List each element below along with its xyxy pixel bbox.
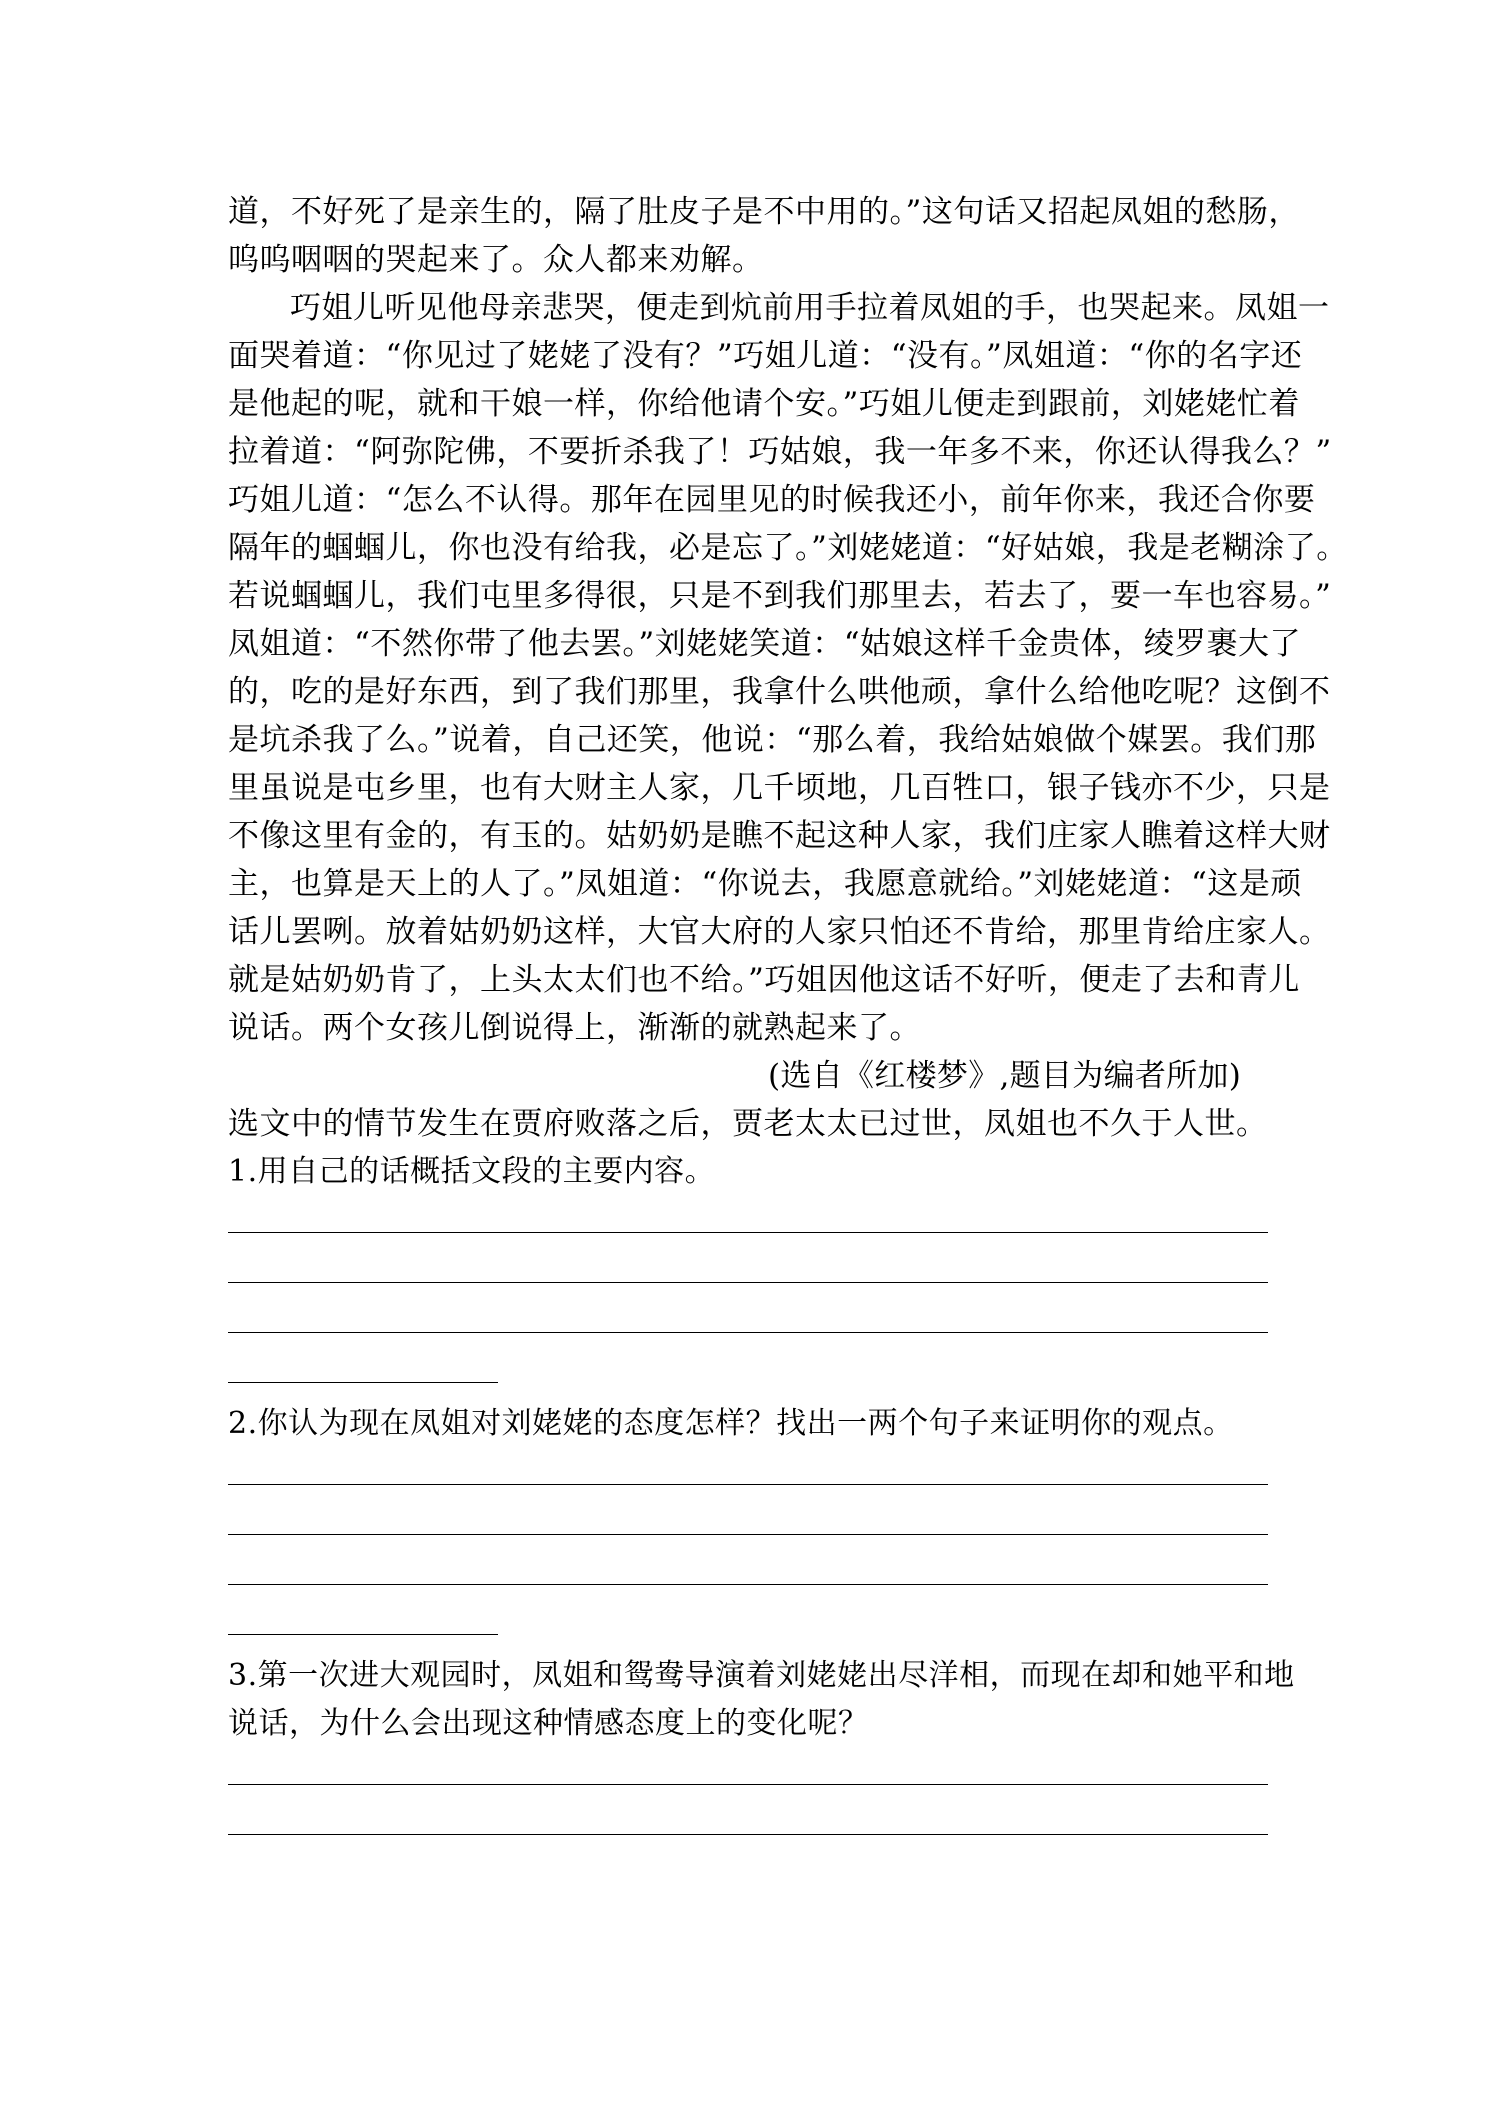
passage-line: 话儿罢咧。放着姑奶奶这样，大官大府的人家只怕还不肯给，那里肯给庄家人。 <box>228 914 1331 950</box>
question-2 <box>228 1400 1268 1652</box>
answer-line <box>228 1534 1268 1535</box>
passage-line: 巧姐儿听见他母亲悲哭，便走到炕前用手拉着凤姐的手，也哭起来。凤姐一 <box>290 290 1330 326</box>
question-text: 1.用自己的话概括文段的主要内容。 <box>228 1154 716 1189</box>
answer-line <box>228 1784 1268 1785</box>
answer-line <box>228 1282 1268 1283</box>
answer-area-2[interactable] <box>228 1448 1268 1630</box>
passage-note: 选文中的情节发生在贾府败落之后，贾老太太已过世，凤姐也不久于人世。 <box>228 1106 1268 1142</box>
passage <box>228 188 1348 1148</box>
answer-line <box>228 1484 1268 1485</box>
answer-area-3[interactable] <box>228 1748 1268 1838</box>
question-text: 3.第一次进大观园时，凤姐和鸳鸯导演着刘姥姥出尽洋相，而现在却和她平和地 <box>228 1658 1295 1693</box>
question-3 <box>228 1652 1295 1838</box>
passage-line: 隔年的蝈蝈儿，你也没有给我，必是忘了。”刘姥姥道：“好姑娘，我是老糊涂了。 <box>228 530 1348 566</box>
passage-line: 道，不好死了是亲生的，隔了肚皮子是不中用的。”这句话又招起凤姐的愁肠， <box>228 194 1300 230</box>
passage-line: 凤姐道：“不然你带了他去罢。”刘姥姥笑道：“姑娘这样千金贵体，绫罗裹大了 <box>228 626 1302 662</box>
passage-line: 是坑杀我了么。”说着，自己还笑，他说：“那么着，我给姑娘做个媒罢。我们那 <box>228 722 1317 758</box>
passage-line: 拉着道：“阿弥陀佛，不要折杀我了！巧姑娘，我一年多不来，你还认得我么？” <box>228 434 1332 470</box>
answer-line <box>228 1834 1268 1835</box>
passage-line: 就是姑奶奶肯了，上头太太们也不给。”巧姐因他这话不好听，便走了去和青儿 <box>228 962 1300 998</box>
answer-line <box>228 1232 1268 1233</box>
passage-line: 不像这里有金的，有玉的。姑奶奶是瞧不起这种人家，我们庄家人瞧着这样大财 <box>228 818 1331 854</box>
passage-line: 的，吃的是好东西，到了我们那里，我拿什么哄他顽，拿什么给他吃呢？这倒不 <box>228 674 1331 710</box>
question-text: 2.你认为现在凤姐对刘姥姥的态度怎样？找出一两个句子来证明你的观点。 <box>228 1406 1234 1441</box>
passage-line: 里虽说是屯乡里，也有大财主人家，几千顷地，几百牲口，银子钱亦不少，只是 <box>228 770 1331 806</box>
passage-source: (选自《红楼梦》,题目为编者所加) <box>768 1058 1242 1094</box>
answer-line <box>228 1382 498 1383</box>
answer-area-1[interactable] <box>228 1196 1268 1378</box>
question-text: 说话，为什么会出现这种情感态度上的变化呢？ <box>228 1706 869 1741</box>
passage-line: 呜呜咽咽的哭起来了。众人都来劝解。 <box>228 242 764 278</box>
passage-line: 若说蝈蝈儿，我们屯里多得很，只是不到我们那里去，若去了，要一车也容易。” <box>228 578 1332 614</box>
document-page <box>228 188 1348 1838</box>
answer-line <box>228 1584 1268 1585</box>
passage-line: 说话。两个女孩儿倒说得上，渐渐的就熟起来了。 <box>228 1010 921 1046</box>
question-1 <box>228 1148 1268 1400</box>
passage-line: 面哭着道：“你见过了姥姥了没有？”巧姐儿道：“没有。”凤姐道：“你的名字还 <box>228 338 1303 374</box>
answer-line <box>228 1634 498 1635</box>
answer-line <box>228 1332 1268 1333</box>
passage-line: 是他起的呢，就和干娘一样，你给他请个安。”巧姐儿便走到跟前，刘姥姥忙着 <box>228 386 1300 422</box>
passage-line: 巧姐儿道：“怎么不认得。那年在园里见的时候我还小，前年你来，我还合你要 <box>228 482 1316 518</box>
passage-line: 主，也算是天上的人了。”凤姐道：“你说去，我愿意就给。”刘姥姥道：“这是顽 <box>228 866 1302 902</box>
